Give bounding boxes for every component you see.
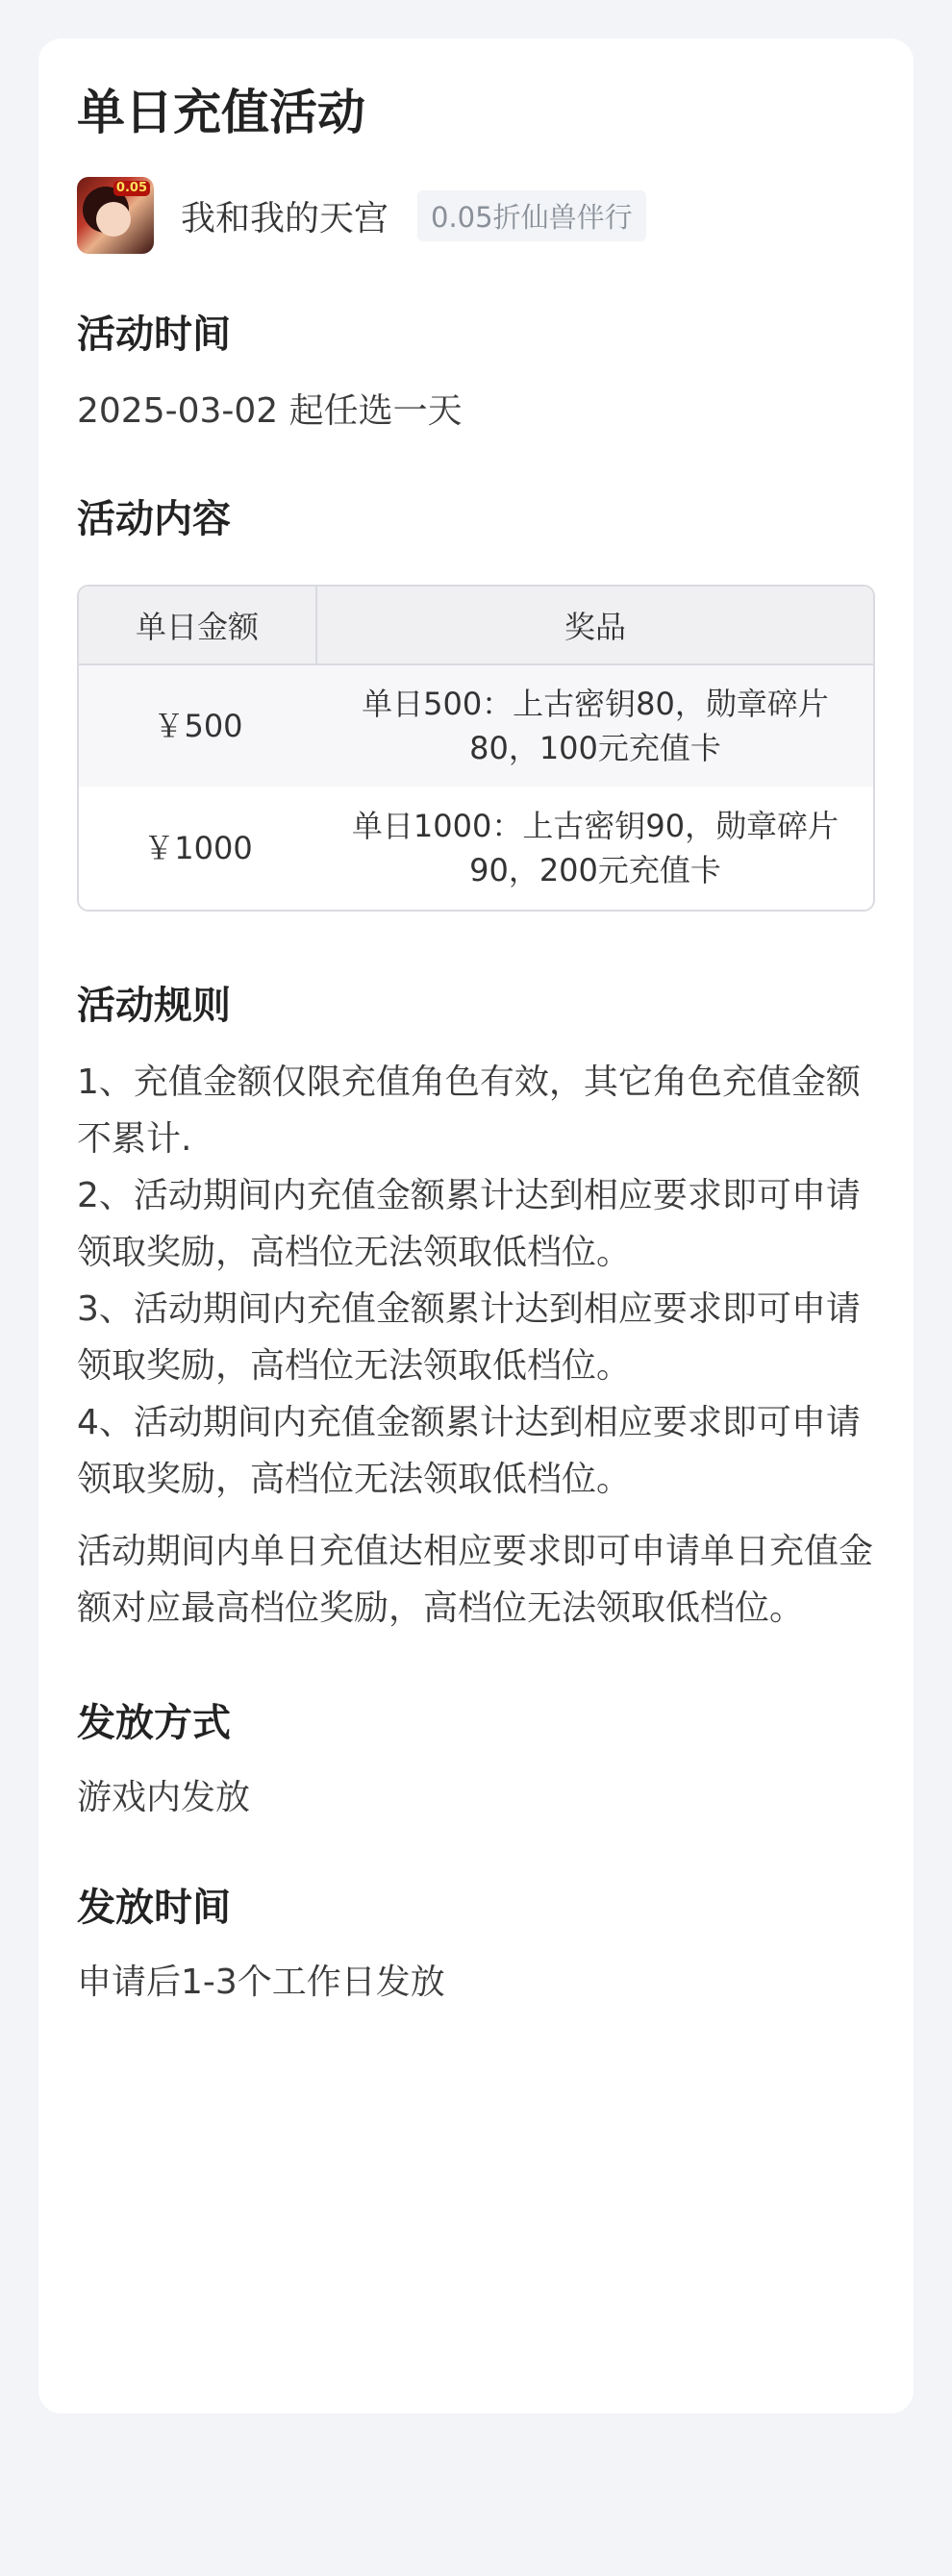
activity-rules-title: 活动规则: [77, 984, 231, 1028]
table-row: [79, 787, 873, 910]
distribution-method-title: 发放方式: [77, 1701, 231, 1745]
reward-cell: 单日500：上古密钥80，勋章碎片80，100元充值卡: [317, 665, 873, 787]
rule-item: 4、活动期间内充值金额累计达到相应要求即可申请领取奖励，高档位无法领取低档位。: [77, 1403, 861, 1499]
table-header-row: [79, 587, 873, 665]
activity-card: [38, 38, 914, 2413]
activity-time-value: 2025-03-02 起任选一天: [77, 391, 463, 431]
activity-time-title: 活动时间: [77, 313, 231, 357]
amount-cell: ￥1000: [79, 787, 317, 910]
game-app-icon[interactable]: [77, 177, 154, 254]
reward-cell: 单日1000：上古密钥90，勋章碎片90，200元充值卡: [317, 787, 873, 910]
distribution-method-value: 游戏内发放: [77, 1778, 251, 1817]
amount-cell: ￥500: [79, 665, 317, 787]
rules-list: [77, 1054, 861, 1508]
game-tag: 0.05折仙兽伴行: [417, 190, 646, 241]
table-header-amount: 单日金额: [79, 587, 317, 665]
table-header-reward: 奖品: [317, 587, 873, 665]
distribution-time-title: 发放时间: [77, 1886, 231, 1930]
page-title: 单日充值活动: [77, 85, 365, 140]
reward-table-wrap: [77, 585, 875, 912]
rule-item: 3、活动期间内充值金额累计达到相应要求即可申请领取奖励，高档位无法领取低档位。: [77, 1289, 861, 1386]
game-name[interactable]: 我和我的天宫: [181, 198, 389, 238]
rules-note: 活动期间内单日充值达相应要求即可申请单日充值金额对应最高档位奖励，高档位无法领取低档位。: [77, 1532, 874, 1628]
discount-badge: 0.05: [113, 181, 150, 196]
game-row[interactable]: [77, 177, 875, 254]
activity-content-title: 活动内容: [77, 497, 231, 541]
distribution-time-value: 申请后1-3个工作日发放: [77, 1963, 445, 2002]
rule-item: 2、活动期间内充值金额累计达到相应要求即可申请领取奖励，高档位无法领取低档位。: [77, 1176, 861, 1272]
rule-item: 1、充值金额仅限充值角色有效，其它角色充值金额不累计.: [77, 1063, 861, 1159]
character-portrait: [96, 202, 131, 237]
reward-table: [77, 585, 875, 912]
table-row: [79, 665, 873, 787]
